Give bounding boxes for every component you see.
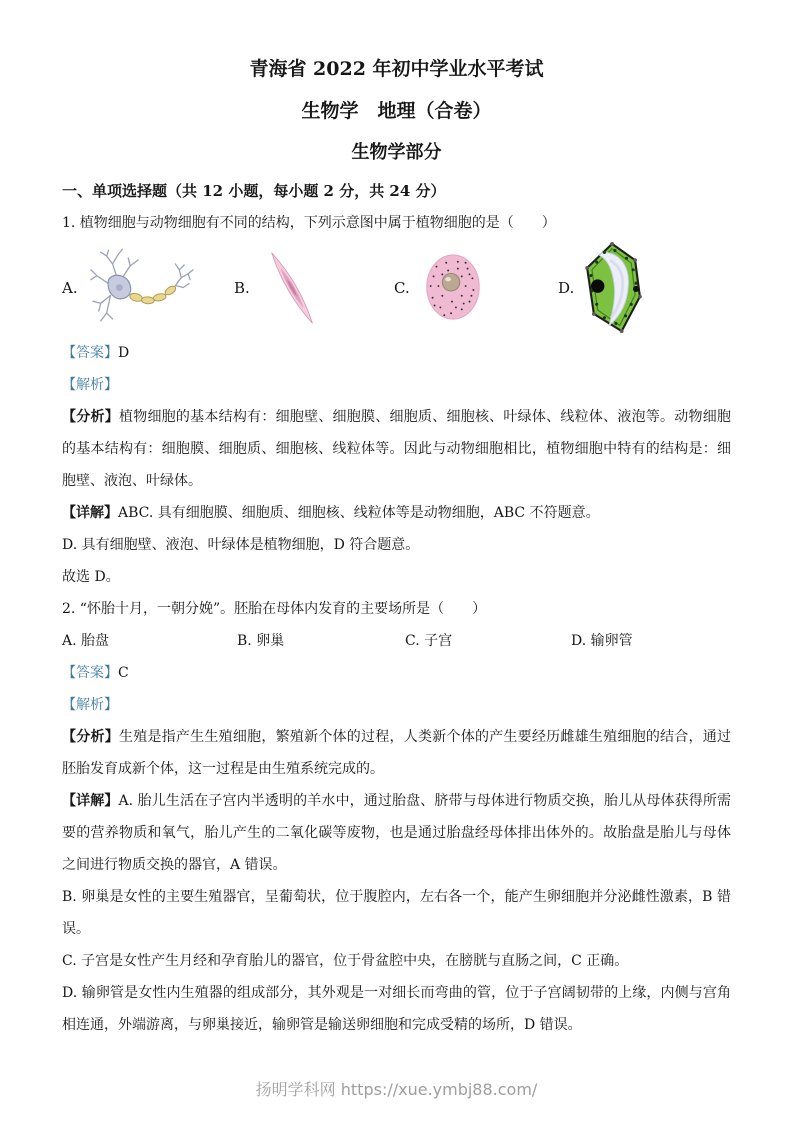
round-animal-cell-icon bbox=[419, 248, 487, 328]
option-d-label: D. bbox=[558, 279, 575, 297]
question-1-figure-row bbox=[62, 241, 731, 335]
q2-analysis-tag: 【分析】 bbox=[62, 729, 119, 745]
q2-option-d: D. 输卵管 bbox=[571, 633, 633, 649]
q2-option-b: B. 卵巢 bbox=[237, 633, 285, 649]
q1-detail-line-2: D. 具有细胞壁、液泡、叶绿体是植物细胞，D 符合题意。 bbox=[62, 537, 420, 553]
option-c-figure bbox=[394, 248, 558, 328]
q2-analysis-text: 生殖是指产生生殖细胞，繁殖新个体的过程，人类新个体的产生要经历雌雄生殖细胞的结合，通过胚胎发育成新个体，这一过程是由生殖系统完成的。 bbox=[62, 729, 732, 777]
question-1-stem: 1. 植物细胞与动物细胞有不同的结构，下列示意图中属于植物细胞的是（ ） bbox=[62, 215, 556, 231]
q2-detail-item-b: B. 卵巢是女性的主要生殖器官，呈葡萄状，位于腹腔内，左右各一个，能产生卵细胞并分泌雌性激素，B 错误。 bbox=[62, 889, 731, 937]
q2-analysis-paragraph bbox=[62, 721, 731, 785]
q2-detail-item-c: C. 子宫是女性产生月经和孕育胎儿的器官，位于骨盆腔中央，在膀胱与直肠之间，C 正确。 bbox=[62, 953, 629, 969]
question-2-options-row bbox=[62, 625, 731, 657]
option-d-figure bbox=[558, 241, 645, 335]
green-plant-cell-icon bbox=[583, 241, 645, 335]
q2-detail-item-a bbox=[62, 785, 731, 881]
q1-detail-text-1: ABC. 具有细胞膜、细胞质、细胞核、线粒体等是动物细胞，ABC 不符题意。 bbox=[118, 505, 600, 521]
q1-analysis-paragraph bbox=[62, 401, 731, 497]
option-b-label: B. bbox=[234, 279, 250, 297]
section-heading: 一、单项选择题（共 12 小题，每小题 2 分，共 24 分） bbox=[62, 182, 446, 200]
option-b-figure bbox=[234, 245, 394, 331]
exam-subtitle: 生物学 地理（合卷） bbox=[301, 100, 492, 122]
q1-conclusion: 故选 D。 bbox=[62, 569, 120, 585]
watermark-footer-link[interactable]: 扬明学科网 https://xue.ymbj88.com/ bbox=[255, 1080, 538, 1099]
q2-explain-tag: 【解析】 bbox=[62, 697, 118, 713]
spindle-muscle-cell-icon bbox=[259, 245, 329, 331]
q2-answer-tag: 【答案】 bbox=[62, 665, 118, 681]
q1-answer-line bbox=[62, 337, 731, 369]
q1-analysis-text: 植物细胞的基本结构有：细胞壁、细胞膜、细胞质、细胞核、叶绿体、线粒体、液泡等。动物细胞的基本结构有：细胞膜、细胞质、细胞核、线粒体等。因此与动物细胞相比，植物细胞中特有的结构是：细胞壁、液泡、叶绿体。 bbox=[62, 409, 732, 489]
q2-detail-text-a: A. 胎儿生活在子宫内半透明的羊水中，通过胎盘、脐带与母体进行物质交换，胎儿从母体获得所需要的营养物质和氧气，胎儿产生的二氧化碳等废物，也是通过胎盘经母体排出体外的。故胎盘是胎儿与母体之间进行物质交换的器官，A 错误。 bbox=[62, 793, 732, 873]
question-2-stem: 2. “怀胎十月，一朝分娩”。胚胎在母体内发育的主要场所是（ ） bbox=[62, 601, 487, 617]
q1-answer-tag: 【答案】 bbox=[62, 345, 118, 361]
option-c-label: C. bbox=[394, 279, 410, 297]
q2-option-a: A. 胎盘 bbox=[62, 633, 110, 649]
q2-option-c: C. 子宫 bbox=[405, 633, 453, 649]
q2-answer-value: C bbox=[118, 665, 129, 681]
exam-title: 青海省 2022 年初中学业水平考试 bbox=[249, 58, 544, 80]
neuron-cell-icon bbox=[87, 246, 195, 330]
option-a-label: A. bbox=[62, 279, 78, 297]
q1-analysis-tag: 【分析】 bbox=[62, 409, 119, 425]
q1-explain-line bbox=[62, 369, 731, 401]
q1-detail-line-1 bbox=[62, 497, 731, 529]
q2-detail-tag: 【详解】 bbox=[62, 793, 119, 809]
q1-explain-tag: 【解析】 bbox=[62, 377, 118, 393]
option-a-figure bbox=[62, 246, 234, 330]
q1-answer-value: D bbox=[118, 345, 130, 361]
exam-part-title: 生物学部分 bbox=[351, 142, 442, 163]
q2-explain-line bbox=[62, 689, 731, 721]
q2-detail-item-d: D. 输卵管是女性内生殖器的组成部分，其外观是一对细长而弯曲的管，位于子宫阔韧带的上缘，内侧与宫角相连通，外端游离，与卵巢接近，输卵管是输送卵细胞和完成受精的场所，D 错误。 bbox=[62, 985, 731, 1033]
q1-detail-tag: 【详解】 bbox=[62, 505, 118, 521]
q2-answer-line bbox=[62, 657, 731, 689]
